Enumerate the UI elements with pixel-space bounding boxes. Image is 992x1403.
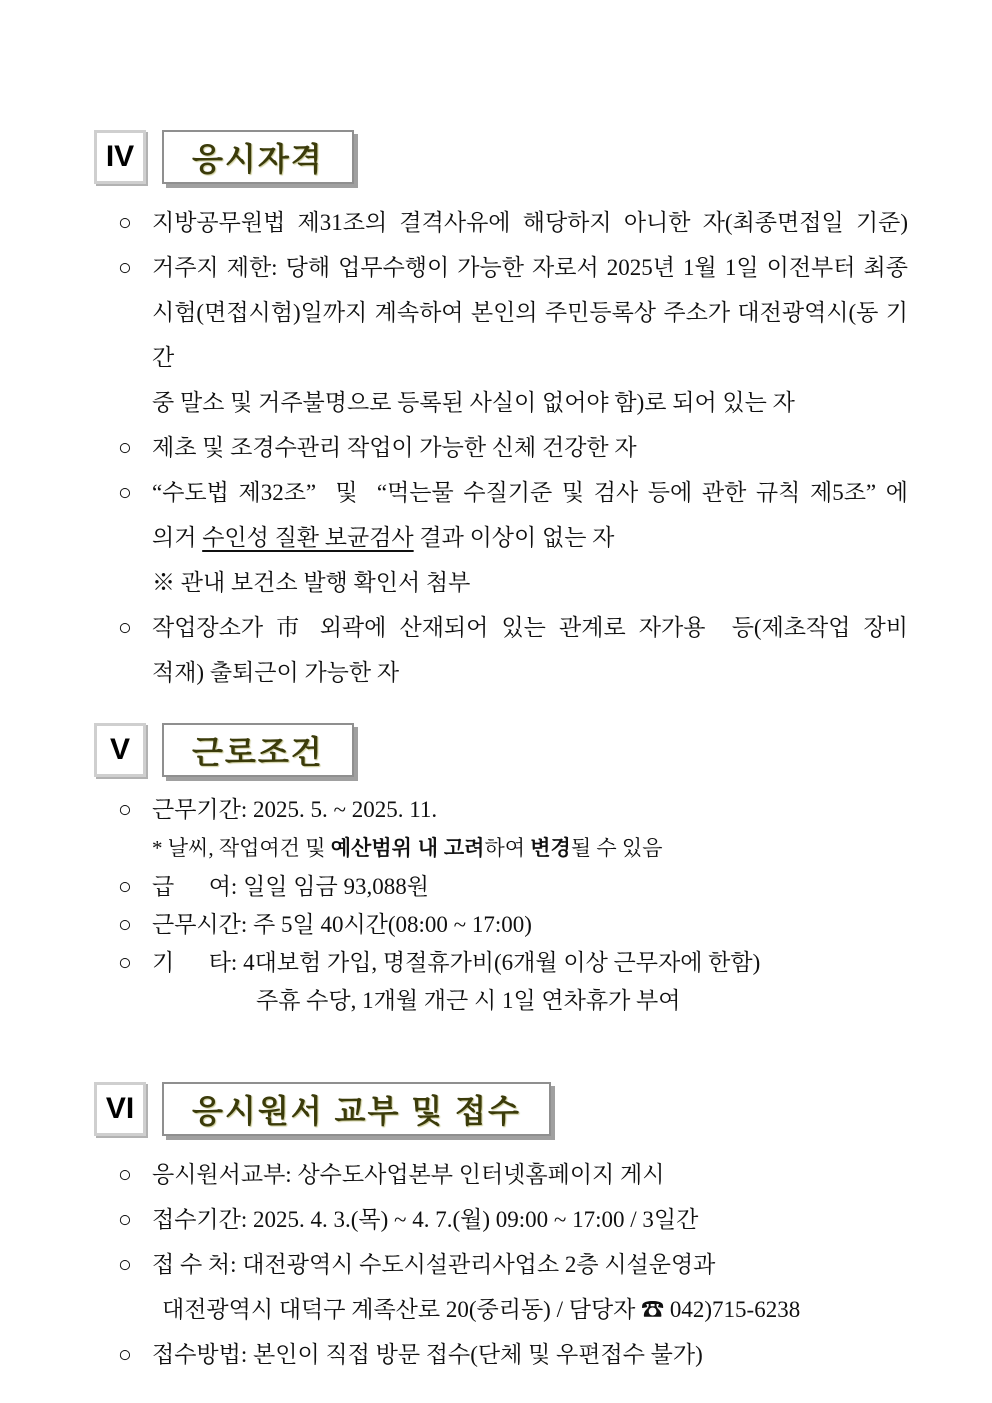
bullet-marker: ○	[118, 1207, 132, 1232]
section-header	[94, 723, 908, 777]
section-numeral-box	[94, 1082, 146, 1136]
list-item	[118, 245, 908, 290]
list-item	[162, 1287, 908, 1332]
section-item-list	[118, 791, 908, 1020]
list-item	[118, 1242, 908, 1287]
bullet-marker: ○	[118, 480, 132, 505]
list-item	[118, 868, 908, 906]
section-title-box	[162, 723, 354, 777]
bullet-marker: ○	[118, 1162, 132, 1187]
line-text: * 날씨, 작업여건 및 예산범위 내 고려하여 변경될 수 있음	[152, 836, 663, 860]
section-eligibility	[105, 130, 908, 695]
line-text: 근무시간: 주 5일 40시간(08:00 ~ 17:00)	[152, 912, 532, 937]
list-item	[118, 1152, 908, 1197]
section-header	[94, 130, 908, 184]
line-text: 의거 수인성 질환 보균검사 결과 이상이 없는 자	[152, 525, 615, 550]
line-text: 제초 및 조경수관리 작업이 가능한 신체 건강한 자	[152, 435, 637, 460]
line-text: 중 말소 및 거주불명으로 등록된 사실이 없어야 함)로 되어 있는 자	[152, 390, 795, 415]
bullet-marker: ○	[118, 950, 132, 975]
section-item-list	[118, 1152, 908, 1377]
section-item-list	[118, 200, 908, 695]
line-text: 거주지 제한: 당해 업무수행이 가능한 자로서 2025년 1월 1일 이전부터 최종	[152, 255, 908, 280]
list-item	[152, 560, 908, 605]
bullet-marker: ○	[118, 797, 132, 822]
list-item	[118, 1332, 908, 1377]
section-title: 응시자격	[192, 141, 324, 177]
list-item	[152, 290, 908, 380]
line-text: 지방공무원법 제31조의 결격사유에 해당하지 아니한 자(최종면접일 기준)	[152, 210, 908, 235]
line-text: 응시원서교부: 상수도사업본부 인터넷홈페이지 게시	[152, 1162, 665, 1187]
section-numeral-box	[94, 723, 146, 777]
section-numeral: IV	[105, 140, 135, 173]
list-item	[118, 1197, 908, 1242]
line-text: 대전광역시 대덕구 계족산로 20(중리동) / 담당자 ☎ 042)715-6238	[162, 1297, 801, 1322]
list-item	[118, 200, 908, 245]
line-text: 접수방법: 본인이 직접 방문 접수(단체 및 우편접수 불가)	[152, 1342, 703, 1367]
list-item	[152, 380, 908, 425]
bullet-marker: ○	[118, 615, 132, 640]
bullet-marker: ○	[118, 912, 132, 937]
line-text: “수도법 제32조” 및 “먹는물 수질기준 및 검사 등에 관한 규칙 제5조” 에	[152, 480, 908, 505]
line-text: 시험(면접시험)일까지 계속하여 본인의 주민등록상 주소가 대전광역시(동 기간	[152, 300, 908, 370]
line-text: ※ 관내 보건소 발행 확인서 첨부	[152, 570, 471, 595]
list-item	[152, 829, 908, 868]
list-item	[118, 944, 908, 982]
line-text: 접 수 처: 대전광역시 수도시설관리사업소 2층 시설운영과	[152, 1252, 716, 1277]
line-text: 작업장소가 市 외곽에 산재되어 있는 관계로 자가용 등(제초작업 장비	[152, 615, 908, 640]
section-title: 응시원서 교부 및 접수	[192, 1093, 521, 1129]
bullet-marker: ○	[118, 255, 132, 280]
line-text: 급 여: 일일 임금 93,088원	[152, 874, 429, 899]
bullet-marker: ○	[118, 1252, 132, 1277]
section-header	[94, 1082, 908, 1136]
line-text: 근무기간: 2025. 5. ~ 2025. 11.	[152, 797, 438, 822]
line-text: 접수기간: 2025. 4. 3.(목) ~ 4. 7.(월) 09:00 ~ 17:00 / 3일간	[152, 1207, 699, 1232]
section-application-submission	[105, 1082, 908, 1377]
list-item	[152, 515, 908, 560]
line-text: 적재) 출퇴근이 가능한 자	[152, 660, 400, 685]
list-item	[256, 982, 908, 1020]
list-item	[118, 906, 908, 944]
section-numeral: V	[109, 733, 130, 766]
section-title-box	[162, 130, 354, 184]
section-title: 근로조건	[192, 734, 324, 770]
section-working-conditions	[109, 723, 908, 1020]
section-numeral: VI	[105, 1092, 135, 1125]
line-text: 기 타: 4대보험 가입, 명절휴가비(6개월 이상 근무자에 한함)	[152, 950, 761, 975]
section-numeral-box	[94, 130, 146, 184]
list-item	[118, 470, 908, 515]
list-item	[118, 605, 908, 650]
bullet-marker: ○	[118, 1342, 132, 1367]
bullet-marker: ○	[118, 435, 132, 460]
list-item	[118, 791, 908, 829]
list-item	[152, 650, 908, 695]
section-title-box	[162, 1082, 551, 1136]
list-item	[118, 425, 908, 470]
line-text: 주휴 수당, 1개월 개근 시 1일 연차휴가 부여	[256, 988, 681, 1013]
bullet-marker: ○	[118, 874, 132, 899]
bullet-marker: ○	[118, 210, 132, 235]
